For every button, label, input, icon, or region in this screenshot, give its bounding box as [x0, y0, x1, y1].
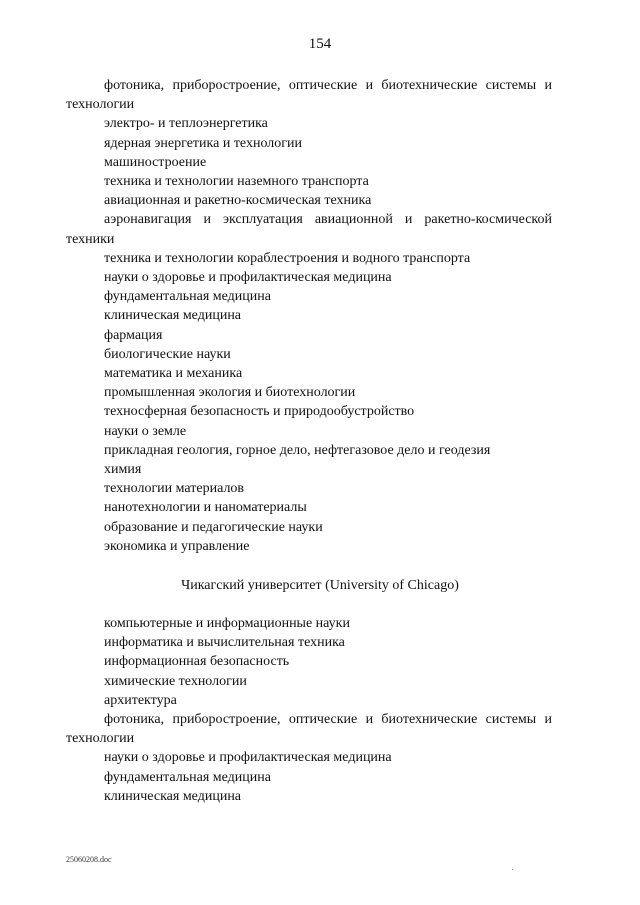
list-item: фотоника, приборостроение, оптические и биотехнические системы и технологии	[66, 712, 552, 747]
list-item: науки о здоровье и профилактическая медицина	[104, 270, 392, 286]
list-item: клиническая медицина	[104, 308, 242, 324]
list-item: технологии материалов	[104, 481, 245, 497]
list-item: нанотехнологии и наноматериалы	[104, 500, 307, 516]
list-item: экономика и управление	[104, 538, 250, 554]
list-item: науки о здоровье и профилактическая медицина	[104, 750, 392, 766]
list-item: математика и механика	[104, 366, 243, 382]
list-item: техносферная безопасность и природообустройство	[104, 404, 415, 420]
list-item: науки о земле	[104, 423, 187, 439]
list-item: прикладная геология, горное дело, нефтегазовое дело и геодезия	[104, 442, 491, 458]
section-title: Чикагский университет (University of Chicago)	[181, 578, 459, 593]
list-item: информатика и вычислительная техника	[104, 635, 345, 651]
list-item: ядерная энергетика и технологии	[104, 135, 302, 151]
list-item: фотоника, приборостроение, оптические и биотехнические системы и технологии	[66, 78, 552, 113]
list-item: промышленная экология и биотехнологии	[104, 385, 356, 401]
list-item: техника и технологии кораблестроения и водного транспорта	[104, 250, 471, 266]
list-item: фундаментальная медицина	[104, 289, 271, 305]
list-item: фундаментальная медицина	[104, 769, 271, 785]
list-item: компьютерные и информационные науки	[104, 616, 350, 631]
discipline-list-2	[66, 614, 552, 806]
list-item: авиационная и ракетно-космическая техника	[104, 193, 372, 209]
list-item: клиническая медицина	[104, 788, 242, 804]
list-item: электро- и теплоэнергетика	[104, 116, 268, 132]
list-item: информационная безопасность	[104, 654, 290, 670]
list-item: химия	[104, 462, 142, 478]
list-item: фармация	[104, 327, 163, 343]
list-item: биологические науки	[104, 346, 231, 362]
list-item: образование и педагогические науки	[104, 519, 323, 535]
footer-filename: 25060208.doc	[66, 855, 112, 864]
list-item: химические технологии	[104, 673, 247, 689]
list-item: архитектура	[104, 692, 177, 708]
list-item: машиностроение	[104, 154, 207, 170]
discipline-list-1	[66, 76, 552, 556]
scan-speck	[512, 869, 513, 870]
list-item: техника и технологии наземного транспорта	[104, 174, 369, 190]
page-number: 154	[308, 36, 332, 52]
list-item: аэронавигация и эксплуатация авиационной и ракетно-космической техники	[66, 212, 552, 247]
